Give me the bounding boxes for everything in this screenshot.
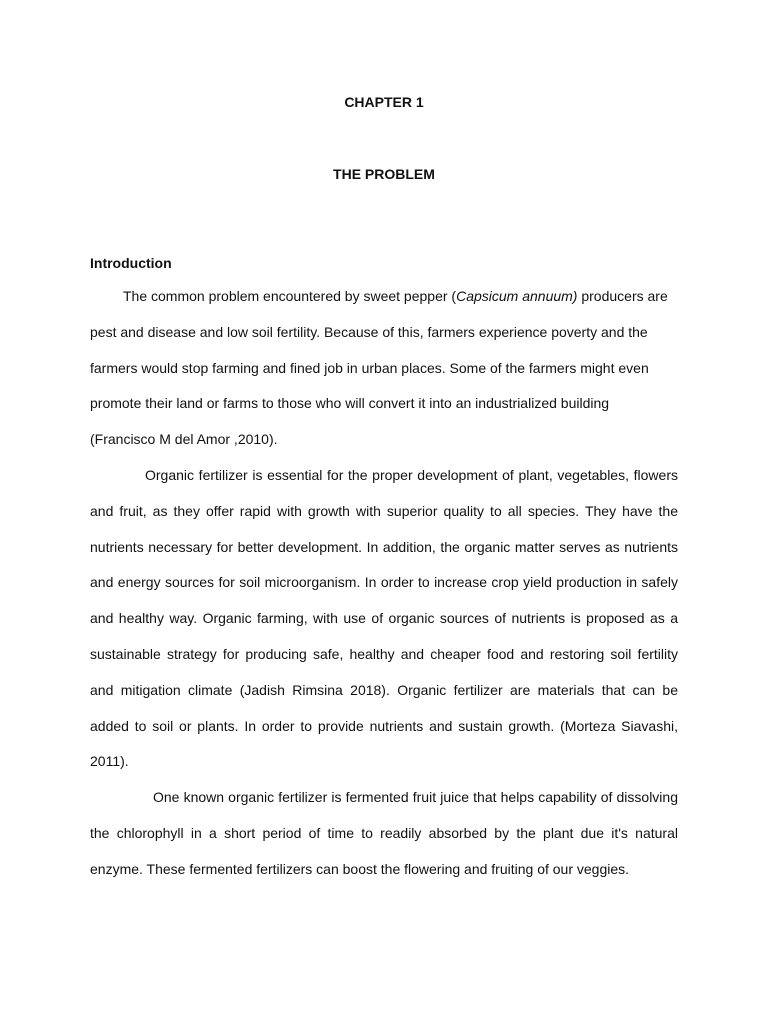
paragraph-2: Organic fertilizer is essential for the proper development of plant, vegetables, flowers and fruit, as they offer rapid with growth with superior quality to all species. They have the nutrients necessary for better development. In addition, the organic matter serves as nutrients and energy sources for soil microorganism. In order to increase crop yield production in safely and healthy way. Organic farming, with use of organic sources of nutrients is proposed as a sustainable strategy for producing safe, healthy and cheaper food and restoring soil fertility and mitigation climate (Jadish Rimsina 2018). Organic fertilizer are materials that can be added to soil or plants. In order to provide nutrients and sustain growth. (Morteza Siavashi, 2011). [90,467,678,770]
paragraph-3: One known organic fertilizer is fermented fruit juice that helps capability of dissolving the chlorophyll in a short period of time to readily absorbed by the plant due it's natural enzyme. These fermented fertilizers can boost the flowering and fruiting of our veggies. [90,789,678,877]
scientific-name: Capsicum annuum) [456,288,578,304]
section-heading-introduction: Introduction [90,255,172,271]
paragraph-1 [90,279,678,458]
chapter-title: THE PROBLEM [333,166,435,182]
chapter-number: CHAPTER 1 [344,94,424,110]
paragraph-1-body-text: producers are pest and disease and low soil fertility. Because of this, farmers experience poverty and the farmers would stop farming and fined job in urban places. Some of the farmers might even promote their land or farms to those who will convert it into an industrialized building (Francisco M del Amor ,2010). [90,288,668,448]
paragraph-1-lead-text: The common problem encountered by sweet pepper ( [123,288,457,304]
